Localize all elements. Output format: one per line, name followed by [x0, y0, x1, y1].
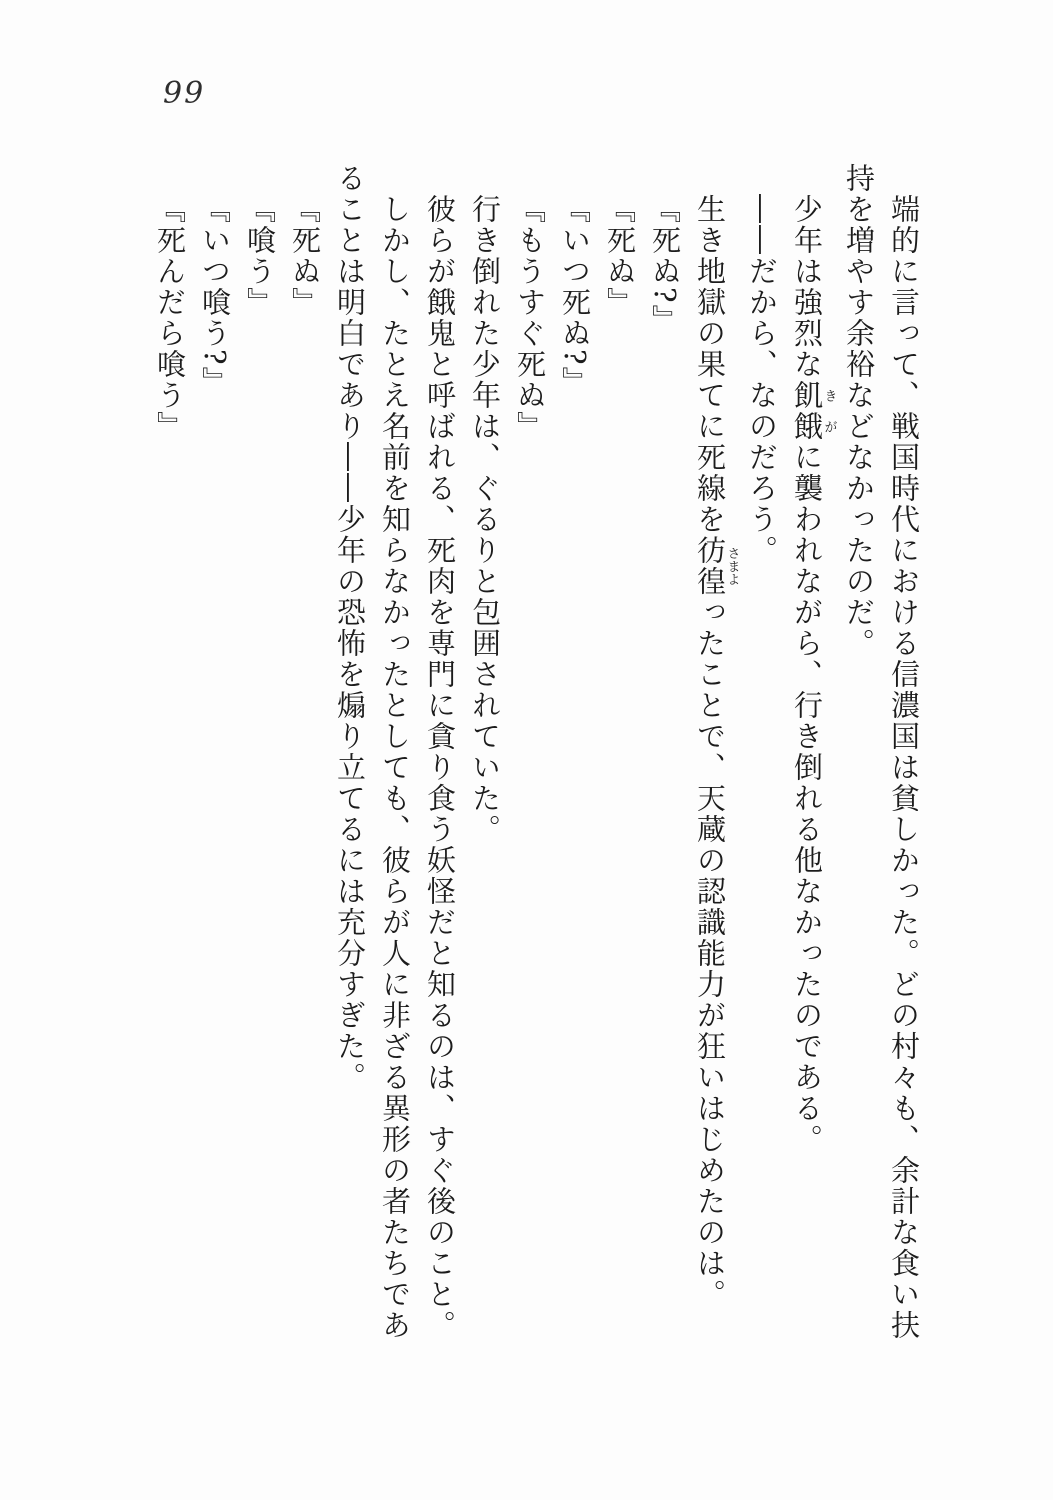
furigana-ruby: 彷徨さまよ — [693, 535, 740, 597]
vertical-text-block — [147, 163, 926, 1378]
page-number: 99 — [163, 76, 206, 111]
text-line: 『死ぬ』 — [603, 194, 637, 318]
text-line: 『いつ喰う?』 — [198, 194, 232, 398]
text-line: 行き倒れた少年は、ぐるりと包囲されていた。 — [468, 194, 502, 845]
text-line: 『死ぬ?』 — [648, 194, 682, 336]
text-line: 『もうすぐ死ぬ』 — [513, 194, 547, 442]
text-line: 生き地獄の果てに死線を彷徨さまよったことで、天蔵の認識能力が狂いはじめたのは。 — [693, 194, 740, 1310]
text-line: 『いつ死ぬ?』 — [558, 194, 592, 398]
text-line: 彼らが餓鬼と呼ばれる、死肉を専門に貪り食う妖怪だと知るのは、すぐ後のこと。 — [423, 194, 457, 1341]
text-line: 『喰う』 — [243, 194, 277, 318]
text-line: 『死んだら喰う』 — [153, 194, 187, 442]
text-line: 端的に言って、戦国時代における信濃国は貧しかった。どの村々も、余計な食い扶 — [887, 194, 921, 1341]
text-line: 少年は強烈な飢き餓がに襲われながら、行き倒れる他なかったのである。 — [790, 194, 837, 1155]
text-line: ――だから、なのだろう。 — [745, 194, 779, 566]
furigana-ruby: 餓が — [790, 411, 837, 442]
text-line: ることは明白であり――少年の恐怖を煽り立てるには充分すぎた。 — [333, 163, 367, 1093]
text-line: 『死ぬ』 — [288, 194, 322, 318]
text-line: 持を増やす余裕などなかったのだ。 — [842, 163, 876, 659]
furigana-ruby: 飢き — [790, 380, 837, 411]
text-line: しかし、たとえ名前を知らなかったとしても、彼らが人に非ざる異形の者たちであ — [378, 194, 412, 1341]
